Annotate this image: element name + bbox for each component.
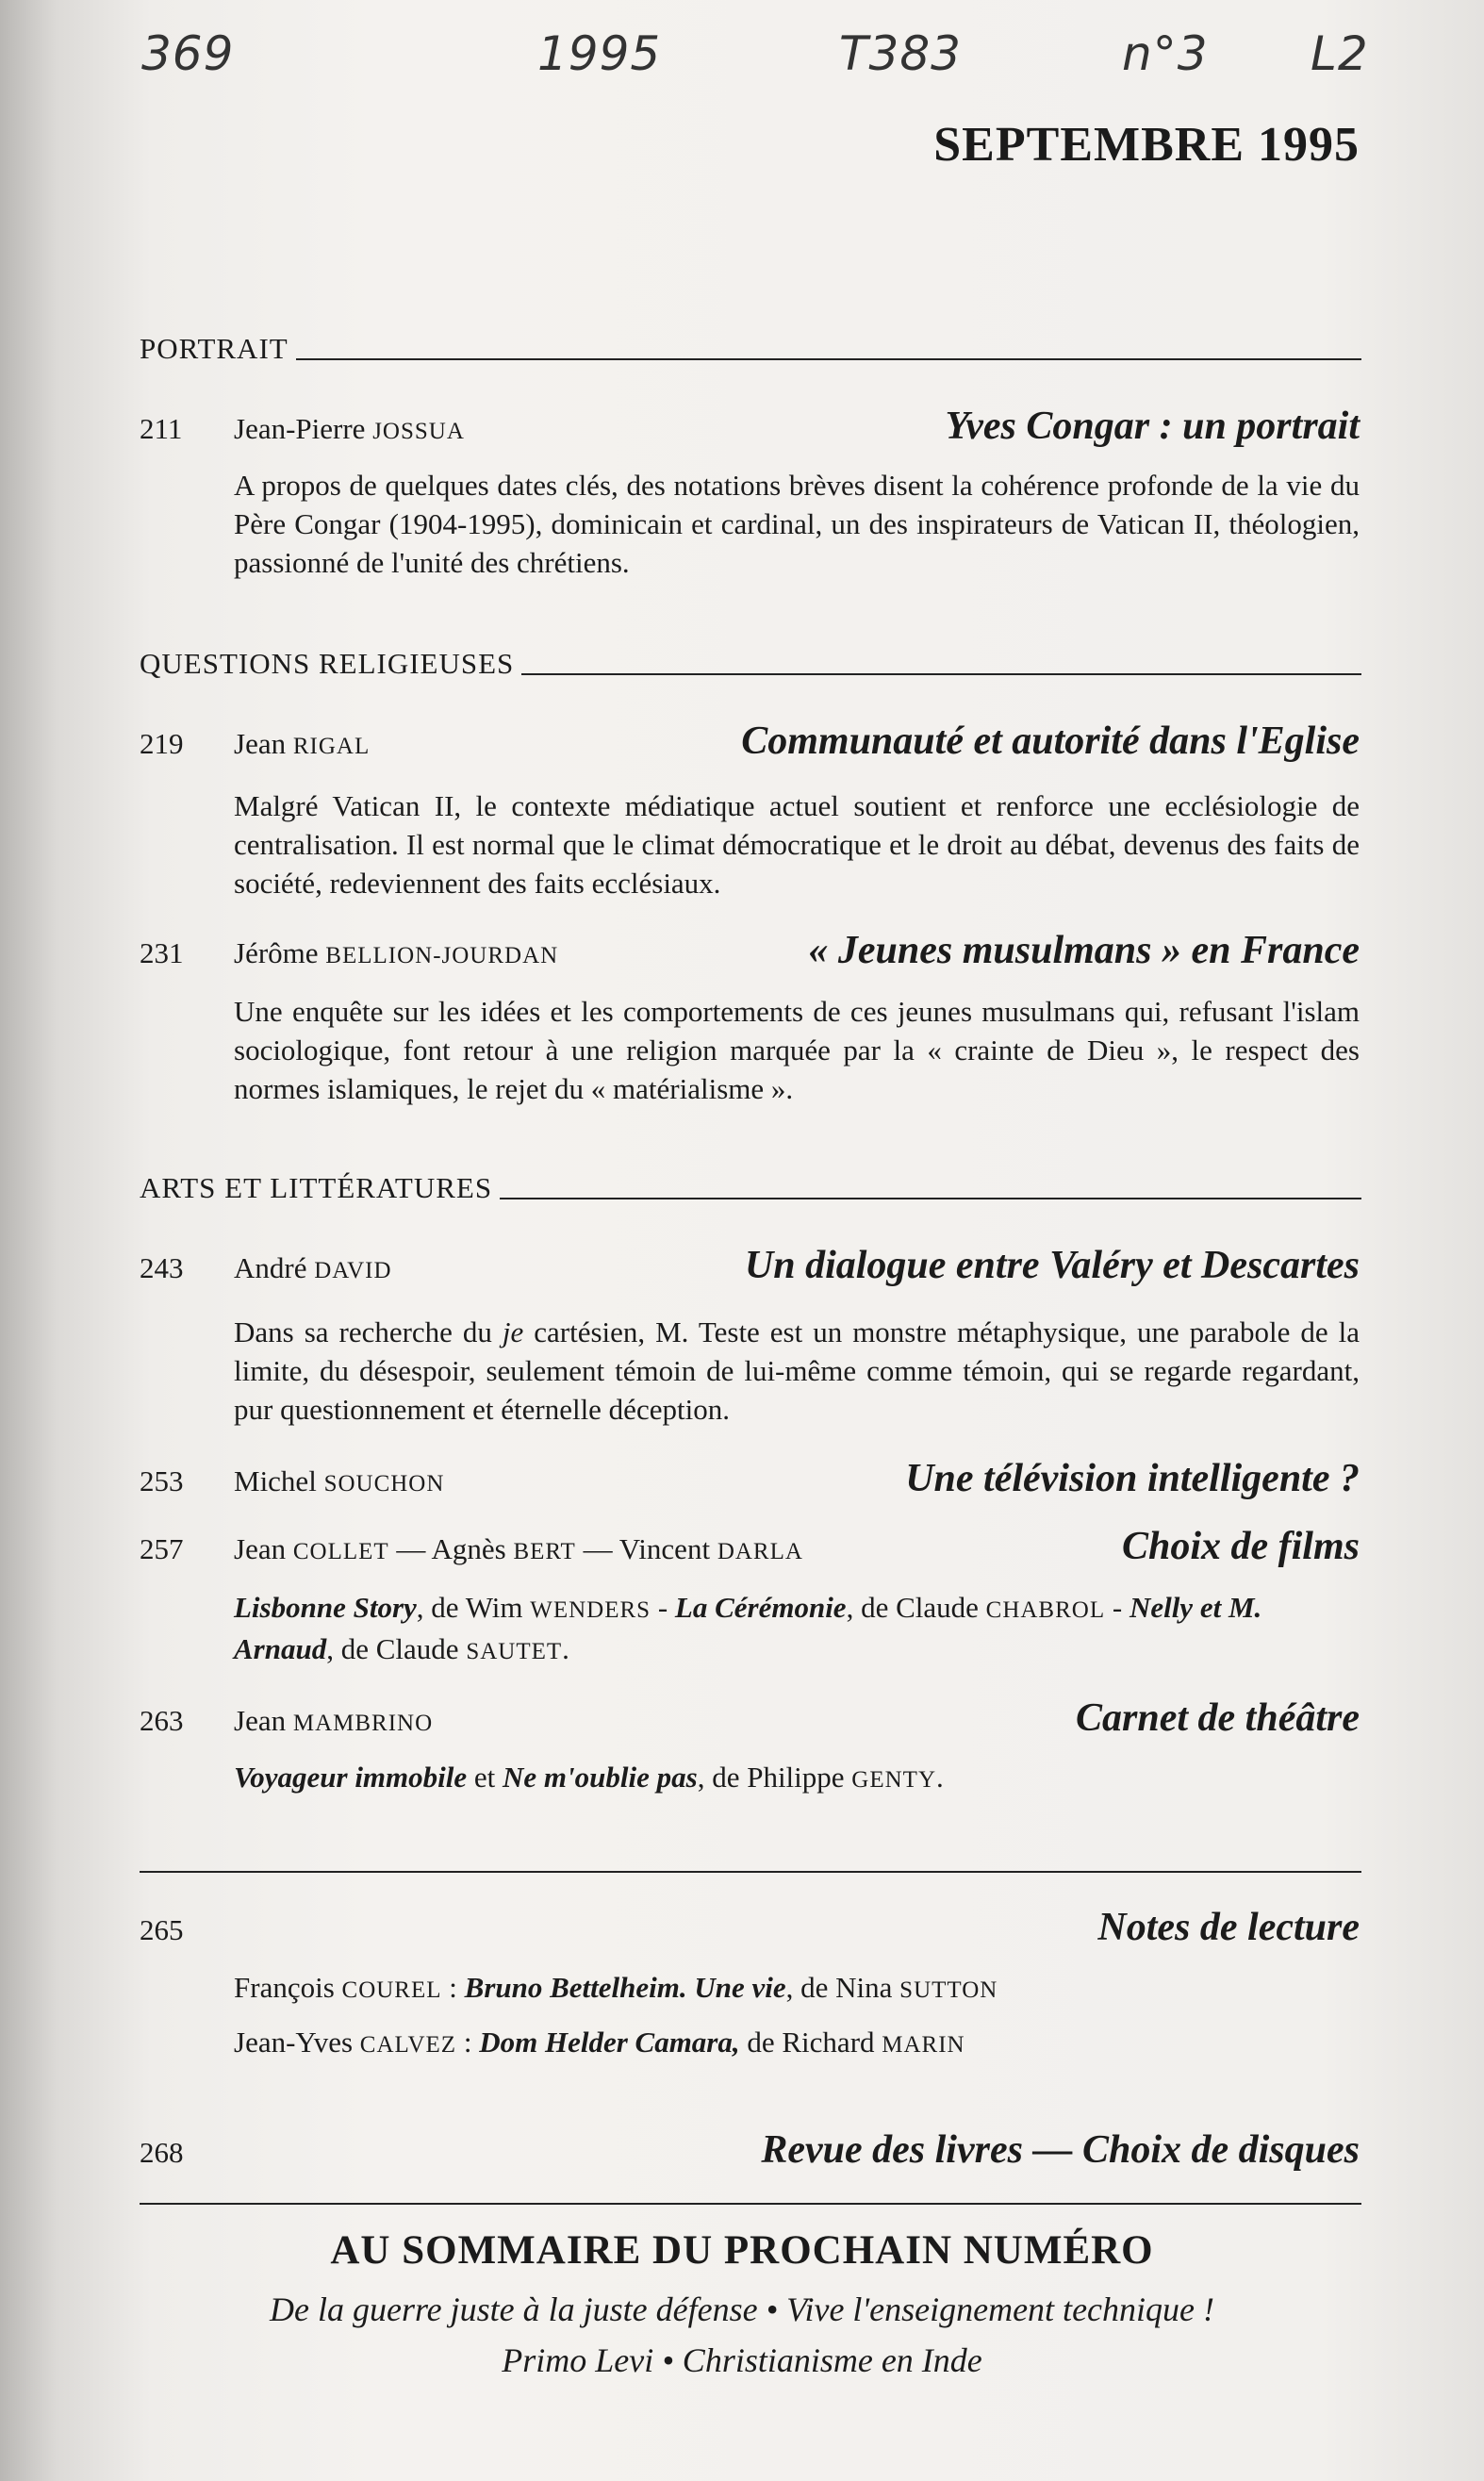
film-list: [234, 1588, 1360, 1671]
article-title[interactable]: Un dialogue entre Valéry et Descartes: [744, 1244, 1360, 1287]
page-number: 257: [140, 1532, 184, 1565]
handwritten-note: T383: [839, 26, 962, 81]
film-credit: Lisbonne Story, de Wim WENDERS -: [234, 1591, 668, 1624]
article-title[interactable]: Yves Congar : un portrait: [945, 405, 1360, 448]
toc-entry-243[interactable]: [140, 1243, 1360, 1288]
divider: [140, 1871, 1361, 1873]
section-rule: [500, 1198, 1361, 1199]
authors: Jean COLLET — Agnès BERT — Vincent DARLA: [234, 1532, 803, 1565]
section-header-portrait: [140, 332, 1361, 366]
next-issue-topics: De la guerre juste à la juste défense • Vive l'enseignement technique !: [270, 2291, 1214, 2328]
article-title[interactable]: Notes de lecture: [1097, 1906, 1360, 1949]
toc-entry-265[interactable]: [140, 1905, 1360, 1950]
author: André DAVID: [234, 1251, 392, 1284]
article-title[interactable]: Communauté et autorité dans l'Eglise: [741, 719, 1360, 763]
article-title[interactable]: Carnet de théâtre: [1076, 1696, 1360, 1740]
section-rule: [521, 673, 1361, 675]
page-number: 263: [140, 1704, 184, 1737]
section-label: QUESTIONS RELIGIEUSES: [140, 647, 515, 680]
toc-entry-257[interactable]: [140, 1524, 1360, 1569]
author: Michel SOUCHON: [234, 1464, 445, 1497]
article-title[interactable]: Une télévision intelligente ?: [905, 1457, 1360, 1500]
article-summary: Une enquête sur les idées et les comportements de ces jeunes musulmans qui, refusant l'islam sociologique, font retour à une religion marquée par la « crainte de Dieu », le respect des normes islamiques, le rejet du « matérialisme ».: [234, 995, 1360, 1105]
issue-date: SEPTEMBRE 1995: [933, 118, 1360, 172]
review-note: Jean-Yves CALVEZ : Dom Helder Camara, de Richard MARIN: [234, 2026, 965, 2059]
toc-entry-219[interactable]: [140, 719, 1360, 764]
next-issue-heading: AU SOMMAIRE DU PROCHAIN NUMÉRO: [330, 2228, 1154, 2273]
toc-entry-263[interactable]: [140, 1695, 1360, 1741]
review-note: François COUREL : Bruno Bettelheim. Une vie, de Nina SUTTON: [234, 1971, 998, 2004]
article-summary: A propos de quelques dates clés, des notations brèves disent la cohérence profonde de la vie du Père Congar (1904-1995), dominicain et cardinal, un des inspirateurs de Vatican II, théologien, passionné de l'unité des chrétiens.: [234, 469, 1360, 579]
article-summary: Malgré Vatican II, le contexte médiatique actuel soutient et renforce une ecclésiologie de centralisation. Il est normal que le climat démocratique et le droit au débat, devenus des faits de société, redeviennent des faits ecclésiaux.: [234, 789, 1360, 900]
film-credit: La Cérémonie, de Claude CHABROL -: [674, 1591, 1123, 1624]
page-number: 219: [140, 727, 184, 760]
section-header-questions-religieuses: [140, 647, 1361, 681]
article-title[interactable]: Revue des livres — Choix de disques: [761, 2128, 1360, 2172]
divider: [140, 2203, 1361, 2205]
article-summary: Dans sa recherche du je cartésien, M. Teste est un monstre métaphysique, une parabole de la limite, du désespoir, seulement témoin de lui-même comme témoin, qui se regarde regardant, pur questionnement et éternelle déception.: [234, 1315, 1360, 1426]
section-header-arts-et-litteratures: [140, 1171, 1361, 1205]
page-number: 231: [140, 936, 184, 969]
handwritten-note: 1995: [537, 26, 662, 81]
article-title[interactable]: Choix de films: [1121, 1525, 1360, 1568]
author: Jérôme BELLION-JOURDAN: [234, 936, 559, 969]
handwritten-note: n°3: [1122, 26, 1209, 81]
toc-entry-253[interactable]: [140, 1456, 1360, 1501]
page-number: 268: [140, 2136, 184, 2169]
page-number: 211: [140, 412, 183, 445]
toc-entry-268[interactable]: [140, 2127, 1360, 2173]
handwritten-note: L2: [1311, 26, 1369, 81]
author: Jean MAMBRINO: [234, 1704, 434, 1737]
toc-entry-211[interactable]: [140, 404, 1360, 449]
film-credit: Nelly et M. Arnaud, de Claude SAUTET.: [234, 1591, 1262, 1665]
section-rule: [296, 358, 1361, 360]
toc-entry-231[interactable]: [140, 928, 1360, 973]
article-title[interactable]: « Jeunes musulmans » en France: [808, 929, 1360, 972]
handwritten-note: 369: [141, 26, 235, 81]
author: Jean-Pierre JOSSUA: [234, 412, 465, 445]
section-label: PORTRAIT: [140, 332, 289, 365]
section-label: ARTS ET LITTÉRATURES: [140, 1171, 493, 1204]
page-number: 253: [140, 1464, 184, 1497]
page-number: 265: [140, 1913, 184, 1946]
page-number: 243: [140, 1251, 184, 1284]
next-issue-topics: Primo Levi • Christianisme en Inde: [502, 2341, 982, 2379]
author: Jean RIGAL: [234, 727, 371, 760]
play-credit: Voyageur immobile et Ne m'oublie pas, de Philippe GENTY.: [234, 1761, 944, 1794]
